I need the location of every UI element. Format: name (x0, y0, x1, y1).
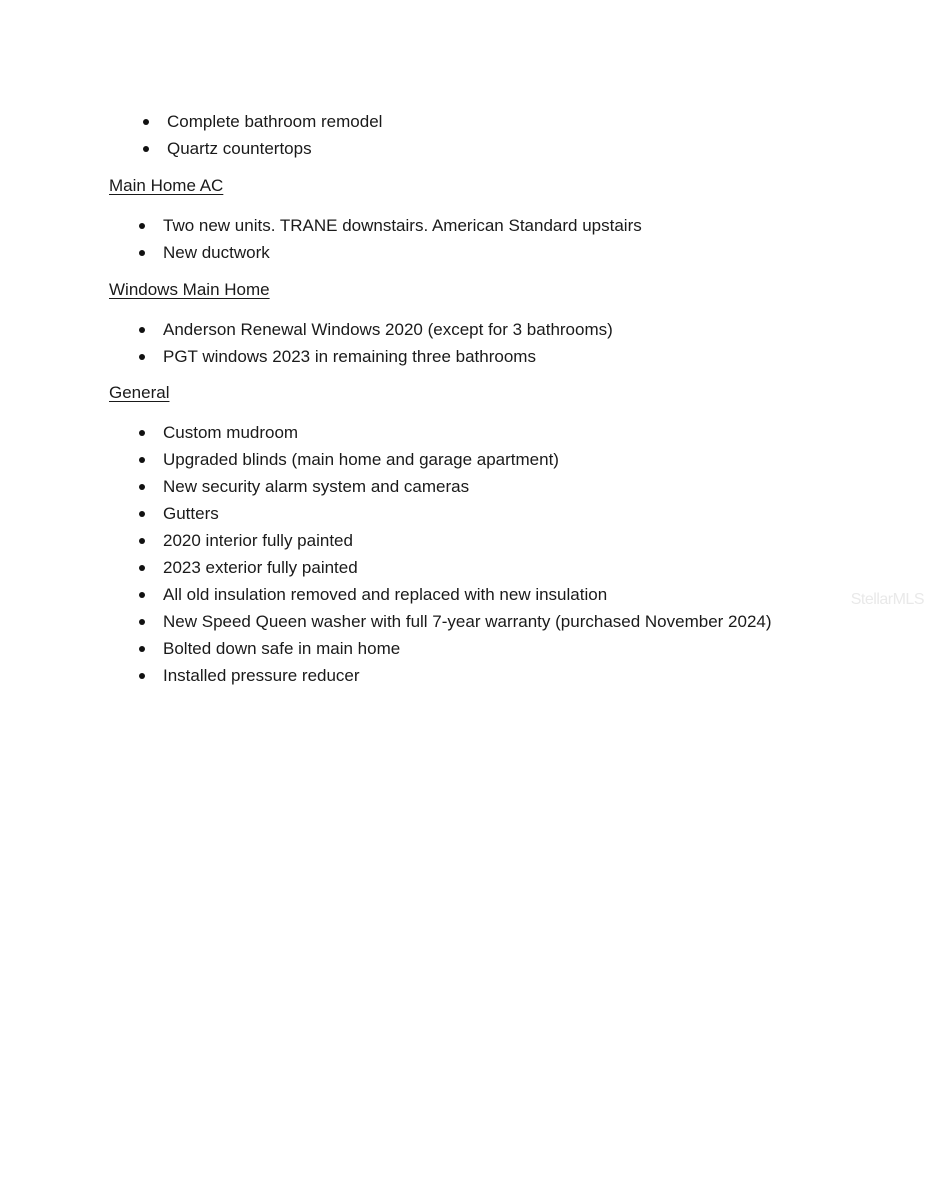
list-item: New ductwork (163, 239, 642, 266)
list-item: Bolted down safe in main home (163, 635, 772, 662)
list-item: Upgraded blinds (main home and garage apartment) (163, 446, 772, 473)
list-item: 2020 interior fully painted (163, 527, 772, 554)
general-list (163, 419, 772, 689)
section-heading-main-home-ac: Main Home AC (109, 176, 224, 195)
list-item: Complete bathroom remodel (167, 108, 382, 135)
list-item: Installed pressure reducer (163, 662, 772, 689)
section-heading-general: General (109, 383, 170, 402)
main-home-ac-list (163, 212, 642, 266)
list-item: Anderson Renewal Windows 2020 (except for 3 bathrooms) (163, 316, 613, 343)
list-item: All old insulation removed and replaced with new insulation (163, 581, 772, 608)
list-item: Gutters (163, 500, 772, 527)
list-item: New Speed Queen washer with full 7-year warranty (purchased November 2024) (163, 608, 772, 635)
list-item: Two new units. TRANE downstairs. American Standard upstairs (163, 212, 642, 239)
watermark: StellarMLS (850, 591, 924, 608)
windows-list (163, 316, 613, 370)
list-item: 2023 exterior fully painted (163, 554, 772, 581)
list-item: New security alarm system and cameras (163, 473, 772, 500)
section-heading-windows-main-home: Windows Main Home (109, 280, 270, 299)
list-item: PGT windows 2023 in remaining three bathrooms (163, 343, 613, 370)
list-item: Quartz countertops (167, 135, 382, 162)
list-item: Custom mudroom (163, 419, 772, 446)
top-list (167, 108, 382, 162)
